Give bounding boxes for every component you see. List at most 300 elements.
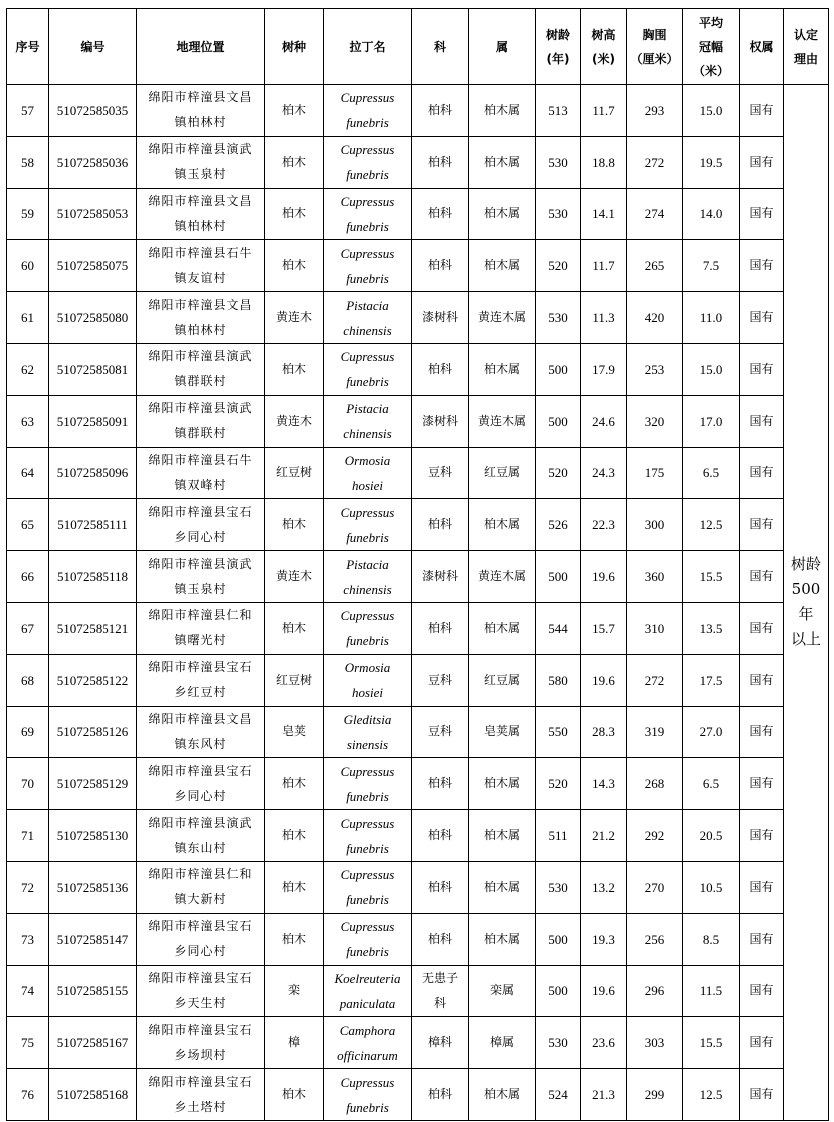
cell-family: 柏科 [412,188,469,240]
ancient-tree-table [6,8,829,1121]
cell-owner: 国有 [740,758,784,810]
cell-species: 柏木 [265,602,324,654]
cell-location-line2: 乡同心村 [174,529,227,544]
cell-seq: 63 [7,395,49,447]
table-row [7,602,829,654]
cell-location [137,240,265,292]
cell-seq: 75 [7,1017,49,1069]
cell-height: 18.8 [581,136,627,188]
cell-girth: 272 [627,136,683,188]
cell-species: 柏木 [265,913,324,965]
cell-location-line2: 镇群联村 [174,374,227,389]
cell-species: 黄连木 [265,395,324,447]
cell-age: 500 [536,965,581,1017]
cell-latin-line1: Cupressus [340,815,395,831]
cell-location-line2: 乡红豆村 [174,685,227,700]
cell-latin-line2: chinensis [343,426,392,442]
cell-latin-line2: funebris [346,788,389,804]
cell-crown: 6.5 [683,447,740,499]
cell-code: 51072585075 [49,240,137,292]
cell-location [137,85,265,137]
cell-owner: 国有 [740,188,784,240]
cell-code: 51072585053 [49,188,137,240]
cell-species: 栾 [265,965,324,1017]
header-latin: 拉丁名 [324,9,412,85]
header-height-line2: (米) [592,51,615,66]
cell-latin [324,395,412,447]
cell-height: 19.3 [581,913,627,965]
cell-girth: 274 [627,188,683,240]
cell-girth: 303 [627,1017,683,1069]
cell-location [137,499,265,551]
cell-location-line2: 乡同心村 [174,788,227,803]
cell-species: 柏木 [265,861,324,913]
header-seq: 序号 [7,9,49,85]
header-age-line1: 树龄 [545,27,570,42]
cell-owner: 国有 [740,395,784,447]
cell-code: 51072585080 [49,292,137,344]
cell-code: 51072585081 [49,343,137,395]
table-row [7,188,829,240]
cell-genus: 樟属 [469,1017,536,1069]
cell-age: 524 [536,1069,581,1121]
cell-latin [324,965,412,1017]
cell-owner: 国有 [740,343,784,395]
cell-location-line2: 镇玉泉村 [174,581,227,596]
cell-code: 51072585111 [49,499,137,551]
cell-location-line2: 镇东山村 [174,840,227,855]
cell-code: 51072585121 [49,602,137,654]
cell-crown: 11.0 [683,292,740,344]
cell-latin [324,343,412,395]
cell-seq: 61 [7,292,49,344]
cell-owner: 国有 [740,654,784,706]
cell-location-line2: 乡同心村 [174,944,227,959]
cell-latin-line2: funebris [346,218,389,234]
cell-height: 23.6 [581,1017,627,1069]
header-age [536,9,581,85]
cell-location-line1: 绵阳市梓潼县宝石 [148,504,253,519]
table-row [7,85,829,137]
header-reason [784,9,829,85]
cell-location-line1: 绵阳市梓潼县仁和 [148,608,253,623]
cell-family: 柏科 [412,913,469,965]
cell-seq: 69 [7,706,49,758]
table-header [7,9,829,85]
cell-latin-line1: Gleditsia [343,711,392,727]
cell-location [137,965,265,1017]
cell-family: 豆科 [412,654,469,706]
cell-latin-line1: Cupressus [340,193,395,209]
cell-girth: 265 [627,240,683,292]
cell-height: 14.1 [581,188,627,240]
cell-species: 樟 [265,1017,324,1069]
cell-location-line2: 镇群联村 [174,426,227,441]
cell-family: 漆树科 [412,395,469,447]
cell-code: 51072585136 [49,861,137,913]
cell-family: 柏科 [412,499,469,551]
cell-location [137,654,265,706]
cell-owner: 国有 [740,913,784,965]
header-reason-line2: 理由 [793,51,818,66]
cell-genus: 柏木属 [469,758,536,810]
cell-girth: 175 [627,447,683,499]
cell-crown: 15.5 [683,1017,740,1069]
header-crown-line1: 平均 [698,15,723,30]
cell-age: 520 [536,447,581,499]
cell-age: 544 [536,602,581,654]
cell-latin-line1: Cupressus [340,867,395,883]
table-row [7,292,829,344]
cell-species: 黄连木 [265,551,324,603]
cell-family: 柏科 [412,602,469,654]
cell-latin-line2: funebris [346,1099,389,1115]
cell-latin-line1: Cupressus [340,608,395,624]
cell-latin [324,706,412,758]
cell-genus: 柏木属 [469,343,536,395]
cell-latin-line1: Cupressus [340,763,395,779]
cell-latin [324,85,412,137]
cell-location [137,861,265,913]
cell-latin-line1: Camphora [339,1022,396,1038]
cell-height: 14.3 [581,758,627,810]
cell-location-line1: 绵阳市梓潼县宝石 [148,763,253,778]
cell-latin-line2: chinensis [343,322,392,338]
cell-latin-line2: funebris [346,529,389,545]
cell-crown: 20.5 [683,810,740,862]
table-row [7,913,829,965]
header-height-line1: 树高 [591,27,616,42]
cell-code: 51072585096 [49,447,137,499]
cell-owner: 国有 [740,85,784,137]
cell-latin-line1: Pistacia [346,556,389,572]
cell-genus: 柏木属 [469,136,536,188]
cell-girth: 292 [627,810,683,862]
cell-latin-line2: funebris [346,115,389,131]
cell-latin-line1: Pistacia [346,401,389,417]
table-body [7,85,829,1121]
cell-girth: 299 [627,1069,683,1121]
cell-seq: 58 [7,136,49,188]
cell-latin-line2: funebris [346,270,389,286]
cell-latin-line2: funebris [346,633,389,649]
cell-latin [324,551,412,603]
cell-species: 红豆树 [265,447,324,499]
cell-genus: 柏木属 [469,913,536,965]
cell-girth: 360 [627,551,683,603]
header-code: 编号 [49,9,137,85]
cell-location-line2: 乡场坝村 [174,1047,227,1062]
cell-location-line2: 镇柏林村 [174,218,227,233]
cell-genus: 黄连木属 [469,395,536,447]
table-row [7,447,829,499]
cell-seq: 66 [7,551,49,603]
cell-location-line1: 绵阳市梓潼县宝石 [148,660,253,675]
header-girth-line1: 胸围 [642,27,667,42]
table-row [7,395,829,447]
cell-genus: 柏木属 [469,85,536,137]
cell-crown: 12.5 [683,499,740,551]
header-crown-line2: 冠幅 [698,39,723,54]
cell-owner: 国有 [740,706,784,758]
cell-code: 51072585147 [49,913,137,965]
header-girth [627,9,683,85]
cell-location-line1: 绵阳市梓潼县文昌 [148,297,253,312]
cell-latin-line1: Cupressus [340,919,395,935]
cell-girth: 300 [627,499,683,551]
cell-age: 550 [536,706,581,758]
cell-location [137,343,265,395]
table-row [7,136,829,188]
cell-latin [324,861,412,913]
cell-height: 19.6 [581,551,627,603]
cell-latin [324,1069,412,1121]
cell-crown: 17.5 [683,654,740,706]
cell-latin [324,1017,412,1069]
cell-genus: 柏木属 [469,861,536,913]
cell-genus: 柏木属 [469,240,536,292]
table-row [7,706,829,758]
cell-age: 530 [536,1017,581,1069]
cell-latin-line1: Cupressus [340,245,395,261]
header-owner: 权属 [740,9,784,85]
cell-latin-line1: Cupressus [340,504,395,520]
cell-location [137,602,265,654]
cell-genus: 柏木属 [469,1069,536,1121]
cell-owner: 国有 [740,240,784,292]
cell-latin-line2: hosiei [351,685,384,701]
cell-height: 24.6 [581,395,627,447]
cell-family: 豆科 [412,706,469,758]
cell-family [412,965,469,1017]
table-row [7,343,829,395]
cell-location-line1: 绵阳市梓潼县演武 [148,401,253,416]
cell-crown: 14.0 [683,188,740,240]
cell-location-line1: 绵阳市梓潼县演武 [148,556,253,571]
cell-latin [324,810,412,862]
cell-height: 21.3 [581,1069,627,1121]
cell-owner: 国有 [740,965,784,1017]
header-reason-line1: 认定 [793,27,818,42]
cell-age: 580 [536,654,581,706]
cell-family: 柏科 [412,240,469,292]
cell-location [137,395,265,447]
cell-location-line2: 镇柏林村 [174,115,227,130]
table-row [7,240,829,292]
cell-location-line1: 绵阳市梓潼县宝石 [148,1022,253,1037]
cell-seq: 71 [7,810,49,862]
cell-crown: 15.0 [683,85,740,137]
cell-height: 11.7 [581,85,627,137]
table-row [7,810,829,862]
header-age-line2: (年) [546,51,570,66]
cell-family: 柏科 [412,810,469,862]
cell-latin [324,499,412,551]
cell-species: 红豆树 [265,654,324,706]
cell-location-line1: 绵阳市梓潼县文昌 [148,90,253,105]
cell-location-line2: 乡土塔村 [174,1099,227,1114]
cell-species: 皂荚 [265,706,324,758]
cell-genus: 黄连木属 [469,292,536,344]
cell-owner: 国有 [740,499,784,551]
cell-location [137,292,265,344]
cell-latin-line2: funebris [346,892,389,908]
cell-location-line1: 绵阳市梓潼县仁和 [148,867,253,882]
cell-seq: 70 [7,758,49,810]
cell-latin [324,188,412,240]
header-crown-line3: （米） [692,63,729,78]
cell-owner: 国有 [740,447,784,499]
cell-genus: 红豆属 [469,654,536,706]
cell-location [137,188,265,240]
cell-family: 柏科 [412,343,469,395]
header-girth-line2: （厘米） [630,51,679,66]
cell-age: 500 [536,343,581,395]
cell-location [137,758,265,810]
cell-seq: 73 [7,913,49,965]
cell-latin [324,602,412,654]
cell-location-line1: 绵阳市梓潼县演武 [148,349,253,364]
cell-owner: 国有 [740,810,784,862]
header-species: 树种 [265,9,324,85]
cell-crown: 15.0 [683,343,740,395]
cell-family: 柏科 [412,136,469,188]
cell-genus: 柏木属 [469,499,536,551]
table-row [7,551,829,603]
cell-latin [324,758,412,810]
cell-code: 51072585129 [49,758,137,810]
cell-age: 511 [536,810,581,862]
cell-latin-line2: funebris [346,167,389,183]
header-genus: 属 [469,9,536,85]
cell-family: 柏科 [412,758,469,810]
cell-species: 柏木 [265,188,324,240]
table-row [7,654,829,706]
cell-location [137,551,265,603]
cell-code: 51072585122 [49,654,137,706]
cell-crown: 11.5 [683,965,740,1017]
cell-height: 17.9 [581,343,627,395]
cell-owner: 国有 [740,602,784,654]
cell-location-line1: 绵阳市梓潼县石牛 [148,452,253,467]
cell-location-line1: 绵阳市梓潼县文昌 [148,193,253,208]
cell-family-line2: 科 [433,995,446,1010]
cell-species: 黄连木 [265,292,324,344]
table-row [7,1069,829,1121]
cell-latin [324,292,412,344]
cell-age: 520 [536,240,581,292]
cell-family: 豆科 [412,447,469,499]
cell-location-line2: 镇玉泉村 [174,167,227,182]
cell-owner: 国有 [740,292,784,344]
cell-code: 51072585167 [49,1017,137,1069]
cell-location-line2: 镇柏林村 [174,322,227,337]
cell-genus: 栾属 [469,965,536,1017]
cell-height: 19.6 [581,965,627,1017]
cell-location-line2: 镇友谊村 [174,270,227,285]
cell-genus: 红豆属 [469,447,536,499]
cell-girth: 310 [627,602,683,654]
cell-height: 11.7 [581,240,627,292]
cell-genus: 皂荚属 [469,706,536,758]
cell-crown: 17.0 [683,395,740,447]
cell-girth: 420 [627,292,683,344]
cell-location-line1: 绵阳市梓潼县文昌 [148,711,253,726]
cell-species: 柏木 [265,758,324,810]
header-height [581,9,627,85]
cell-location-line1: 绵阳市梓潼县宝石 [148,1074,253,1089]
cell-crown: 15.5 [683,551,740,603]
cell-crown: 7.5 [683,240,740,292]
cell-latin [324,447,412,499]
cell-latin-line2: chinensis [343,581,392,597]
table-row [7,499,829,551]
cell-latin-line1: Cupressus [340,90,395,106]
cell-seq: 62 [7,343,49,395]
cell-seq: 64 [7,447,49,499]
cell-height: 21.2 [581,810,627,862]
cell-latin [324,913,412,965]
cell-age: 500 [536,551,581,603]
cell-code: 51072585126 [49,706,137,758]
cell-family: 柏科 [412,861,469,913]
cell-latin [324,136,412,188]
cell-seq: 74 [7,965,49,1017]
cell-seq: 68 [7,654,49,706]
cell-girth: 256 [627,913,683,965]
cell-height: 11.3 [581,292,627,344]
cell-location [137,706,265,758]
cell-crown: 12.5 [683,1069,740,1121]
cell-owner: 国有 [740,861,784,913]
cell-latin-line1: Koelreuteria [334,970,401,986]
cell-owner: 国有 [740,1017,784,1069]
cell-latin-line2: funebris [346,944,389,960]
cell-latin-line1: Cupressus [340,142,395,158]
cell-girth: 253 [627,343,683,395]
cell-location-line2: 镇双峰村 [174,477,227,492]
cell-location [137,136,265,188]
cell-family: 漆树科 [412,292,469,344]
cell-height: 19.6 [581,654,627,706]
cell-reason-line2: 500 年 [791,580,821,624]
cell-girth: 268 [627,758,683,810]
cell-latin-line2: paniculata [339,995,396,1011]
header-location: 地理位置 [137,9,265,85]
cell-age: 530 [536,136,581,188]
cell-location [137,1069,265,1121]
cell-family: 柏科 [412,85,469,137]
cell-location-line1: 绵阳市梓潼县演武 [148,815,253,830]
cell-seq: 72 [7,861,49,913]
cell-reason-line3: 以上 [790,630,821,649]
cell-crown: 19.5 [683,136,740,188]
cell-family: 漆树科 [412,551,469,603]
table-row [7,758,829,810]
cell-location [137,810,265,862]
cell-girth: 270 [627,861,683,913]
cell-location [137,1017,265,1069]
cell-location-line1: 绵阳市梓潼县宝石 [148,970,253,985]
table-row [7,861,829,913]
cell-genus: 柏木属 [469,810,536,862]
cell-age: 526 [536,499,581,551]
cell-age: 520 [536,758,581,810]
cell-seq: 67 [7,602,49,654]
cell-crown: 8.5 [683,913,740,965]
cell-crown: 27.0 [683,706,740,758]
cell-owner: 国有 [740,551,784,603]
